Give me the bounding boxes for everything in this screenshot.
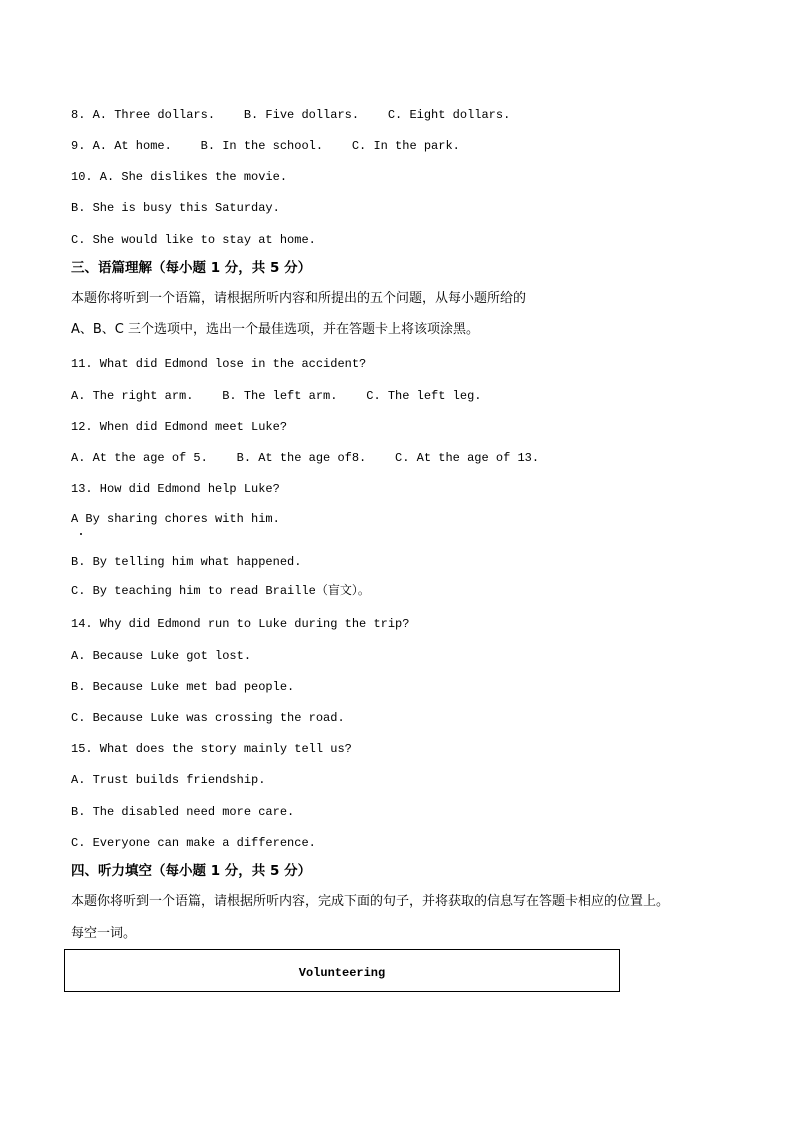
section-3-instruction-line-1: 本题你将听到一个语篇，请根据所听内容和所提出的五个问题，从每小题所给的	[71, 291, 527, 306]
question-14-option-b: B. Because Luke met bad people.	[71, 680, 295, 694]
question-14: 14. Why did Edmond run to Luke during the trip?	[71, 617, 410, 631]
question-12-options: A. At the age of 5. B. At the age of8. C. At the age of 13.	[71, 451, 540, 465]
question-13-option-a: A By sharing chores with him.	[71, 512, 280, 526]
question-10-option-a: 10. A. She dislikes the movie.	[71, 170, 288, 184]
question-13-option-b: B. By telling him what happened.	[71, 555, 302, 569]
question-15-option-a: A. Trust builds friendship.	[71, 773, 266, 787]
section-3-instruction-line-2: A、B、C 三个选项中，选出一个最佳选项，并在答题卡上将该项涂黑。	[71, 322, 480, 337]
question-15: 15. What does the story mainly tell us?	[71, 742, 352, 756]
table-title: Volunteering	[298, 966, 386, 980]
section-4-instruction-line-1: 本题你将听到一个语篇，请根据所听内容，完成下面的句子，并将获取的信息写在答题卡相应的位置上。	[71, 894, 670, 909]
question-12: 12. When did Edmond meet Luke?	[71, 420, 288, 434]
question-9-options: 9. A. At home. B. In the school. C. In the park.	[71, 139, 460, 153]
section-4-instruction-line-2: 每空一词。	[71, 926, 137, 941]
question-11: 11. What did Edmond lose in the accident?	[71, 357, 367, 371]
question-13-option-c: C. By teaching him to read Braille（盲文）。	[71, 584, 370, 598]
section-3-heading: 三、语篇理解（每小题 1 分，共 5 分）	[71, 260, 312, 276]
section-4-heading: 四、听力填空（每小题 1 分，共 5 分）	[71, 863, 312, 879]
volunteering-table	[64, 949, 620, 992]
question-8-options: 8. A. Three dollars. B. Five dollars. C. Eight dollars.	[71, 108, 511, 122]
stray-dot-mark	[80, 533, 82, 535]
question-11-options: A. The right arm. B. The left arm. C. The left leg.	[71, 389, 482, 403]
question-10-option-c: C. She would like to stay at home.	[71, 233, 316, 247]
question-14-option-c: C. Because Luke was crossing the road.	[71, 711, 345, 725]
question-15-option-c: C. Everyone can make a difference.	[71, 836, 316, 850]
question-13: 13. How did Edmond help Luke?	[71, 482, 280, 496]
question-10-option-b: B. She is busy this Saturday.	[71, 201, 280, 215]
question-14-option-a: A. Because Luke got lost.	[71, 649, 252, 663]
question-15-option-b: B. The disabled need more care.	[71, 805, 295, 819]
